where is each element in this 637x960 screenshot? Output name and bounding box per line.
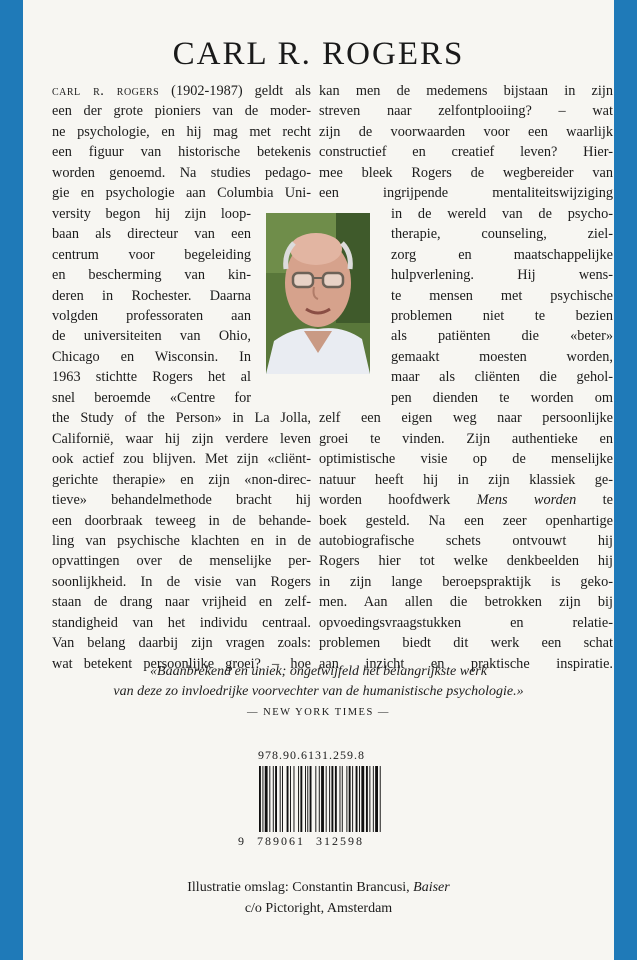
illustration-credit-line-2: c/o Pictoright, Amsterdam [244, 901, 393, 916]
text-line: zorg en maatschappelijke [391, 246, 613, 263]
text-line: als patiënten die «beter» [391, 328, 613, 345]
text-line: hulpverlening. Hij wens- [391, 267, 613, 284]
text-line: snel beroemde «Centre for [52, 389, 251, 406]
text-line: boek gesteld. Na een zeer openhartige [319, 512, 613, 529]
barcode-bar [342, 766, 343, 832]
text-run: (1902-1987) geldt als [159, 83, 311, 99]
text-line: opvattingen over de menselijke per- [52, 553, 311, 570]
barcode-bar [300, 766, 302, 832]
text-line: te mensen met psychische [391, 287, 613, 304]
illustration-credit-text: Illustratie omslag: Constantin Brancusi, [187, 880, 414, 895]
barcode-bar [359, 766, 360, 832]
text-line: pen dienden te worden om [391, 389, 613, 406]
book-title: Mens worden [476, 492, 577, 509]
text-line: Californië, waar hij zijn verdere leven [52, 430, 311, 447]
blurb-right-column [319, 81, 613, 674]
barcode-digits: 9 789061 312598 [238, 834, 364, 848]
text-run: te [576, 492, 613, 509]
text-line: natuur heeft hij in zijn klassiek ge- [319, 471, 613, 488]
isbn-number: 978.90.6131.259.8 [258, 748, 365, 762]
barcode-bar [326, 766, 327, 832]
author-photo [266, 213, 370, 374]
press-quote-line-2: van deze zo invloedrijke voorvechter van de humanistische psychologie.» [113, 684, 524, 699]
barcode-bar [298, 766, 299, 832]
illustration-title: Baiser [413, 880, 450, 895]
barcode-bar [307, 766, 308, 832]
text-line: zijn de voorwaarden voor een waarlijk [319, 123, 613, 140]
text-line: mee bleek Rogers de wegbereider van [319, 164, 613, 181]
text-line: soonlijkheid. In de visie van Rogers [52, 573, 311, 590]
barcode-bar [280, 766, 281, 832]
text-line: problemen niet te bezien [391, 307, 613, 324]
illustration-credit-line-1 [40, 877, 597, 898]
barcode-bar [373, 766, 374, 832]
text-line: een doorbraak teweeg in de behande- [52, 512, 311, 529]
text-line: een ingrijpende mentaliteitswijziging [319, 185, 613, 202]
text-line: ook actief zou blijven. Met zijn «cliënt- [52, 451, 311, 468]
barcode-bar [287, 766, 289, 832]
text-line [52, 81, 311, 101]
text-line: zelf een eigen weg naar persoonlijke [319, 410, 613, 427]
barcode-bar [366, 766, 368, 832]
barcode-bar [265, 766, 268, 832]
barcode-bar [375, 766, 378, 832]
barcode-bar [380, 766, 381, 832]
text-line: Chicago en Wisconsin. In [52, 348, 251, 365]
barcode-bar [369, 766, 370, 832]
blurb-left-column [52, 81, 311, 674]
barcode-bar [361, 766, 364, 832]
barcode-bar [352, 766, 353, 832]
text-line: ne psychologie, en hij mag met recht [52, 123, 311, 140]
press-quote-line-1: «Baanbrekend en uniek; ongetwijfeld het belangrijkste werk [150, 664, 487, 679]
text-line: optimistische visie op de menselijke [319, 451, 613, 468]
barcode-bar [329, 766, 330, 832]
quote-attribution: — NEW YORK TIMES — [247, 707, 390, 718]
author-title: CARL R. ROGERS [172, 36, 465, 72]
text-line: baan als directeur van een [52, 226, 251, 243]
text-line: de universiteiten van Ohio, [52, 328, 251, 345]
text-line: een der grote pioniers van de moder- [52, 103, 311, 120]
text-line: 1963 stichtte Rogers het al [52, 369, 251, 386]
barcode-bar [273, 766, 274, 832]
barcode-bar [315, 766, 316, 832]
text-line: in zijn lange beroepspraktijk is geko- [319, 573, 613, 590]
text-line: standigheid van het individu centraal. [52, 614, 311, 631]
barcode-bar [305, 766, 306, 832]
text-line: volgden professoraten aan [52, 307, 251, 324]
text-line: deren in Rochester. Daarna [52, 287, 251, 304]
text-line: opvoedingsvraagstukken en relatie- [319, 614, 613, 631]
text-line: Rogers hier tot welke denkbeelden hij [319, 553, 613, 570]
barcode-bar [290, 766, 291, 832]
text-line: wat betekent persoonlijke groei? – hoe [52, 655, 311, 672]
barcode-bar [319, 766, 320, 832]
barcode-bar [349, 766, 351, 832]
text-line: gemaakt moesten worden, [391, 348, 613, 365]
text-line: worden genoemd. Na studies pedago- [52, 164, 311, 181]
text-line: men. Aan allen die betrokken zijn bij [319, 594, 613, 611]
text-line: therapie, counseling, ziel- [391, 226, 613, 243]
text-line: gie en psychologie aan Columbia Uni- [52, 185, 311, 202]
text-line: ling van psychische klachten en in de [52, 532, 311, 549]
text-line: staan de drang naar vrijheid en zelf- [52, 594, 311, 611]
text-line: centrum voor begeleiding [52, 246, 251, 263]
text-line: constructief en creatief leven? Hier- [319, 144, 613, 161]
text-line: en bescherming van kin- [52, 267, 251, 284]
text-line: een figuur van historische betekenis [52, 144, 311, 161]
barcode-bar [356, 766, 358, 832]
text-line: groei te vinden. Zijn authentieke en [319, 430, 613, 447]
text-line: autobiografische schets ontvouwt hij [319, 532, 613, 549]
text-line: kan men de medemens bijstaan in zijn [319, 83, 613, 99]
barcode-bar [275, 766, 277, 832]
text-line: the Study of the Person» in La Jolla, [52, 410, 311, 427]
text-line [319, 490, 613, 510]
barcode-bar [269, 766, 270, 832]
barcode-bar [331, 766, 333, 832]
text-run: worden hoofdwerk [319, 492, 477, 509]
barcode-bar [340, 766, 341, 832]
text-line: tieve» behandelmethode bracht hij [52, 492, 311, 509]
barcode-bar [282, 766, 283, 832]
barcode-bar [335, 766, 337, 832]
text-line: versity begon hij zijn loop- [52, 205, 251, 222]
text-line: problemen biedt dit werk een schat [319, 635, 613, 652]
text-line: Van belang daarbij zijn vragen zoals: [52, 635, 311, 652]
text-line: streven naar zelfontplooiing? – wat [319, 103, 613, 120]
barcode-bar [321, 766, 324, 832]
author-name-smallcaps: carl r. rogers [52, 83, 160, 99]
text-line: gerichte therapie» en zijn «non-direc- [52, 471, 311, 488]
text-line: in de wereld van de psycho- [391, 205, 613, 222]
text-line: maar als cliënten die gehol- [391, 369, 613, 386]
isbn-barcode [259, 766, 383, 837]
barcode-bar [294, 766, 295, 832]
barcode-bar [262, 766, 263, 832]
text-line: aan inzicht en praktische inspiratie. [319, 655, 613, 672]
barcode-bar [259, 766, 261, 832]
barcode-bar [346, 766, 347, 832]
barcode-bar [310, 766, 312, 832]
